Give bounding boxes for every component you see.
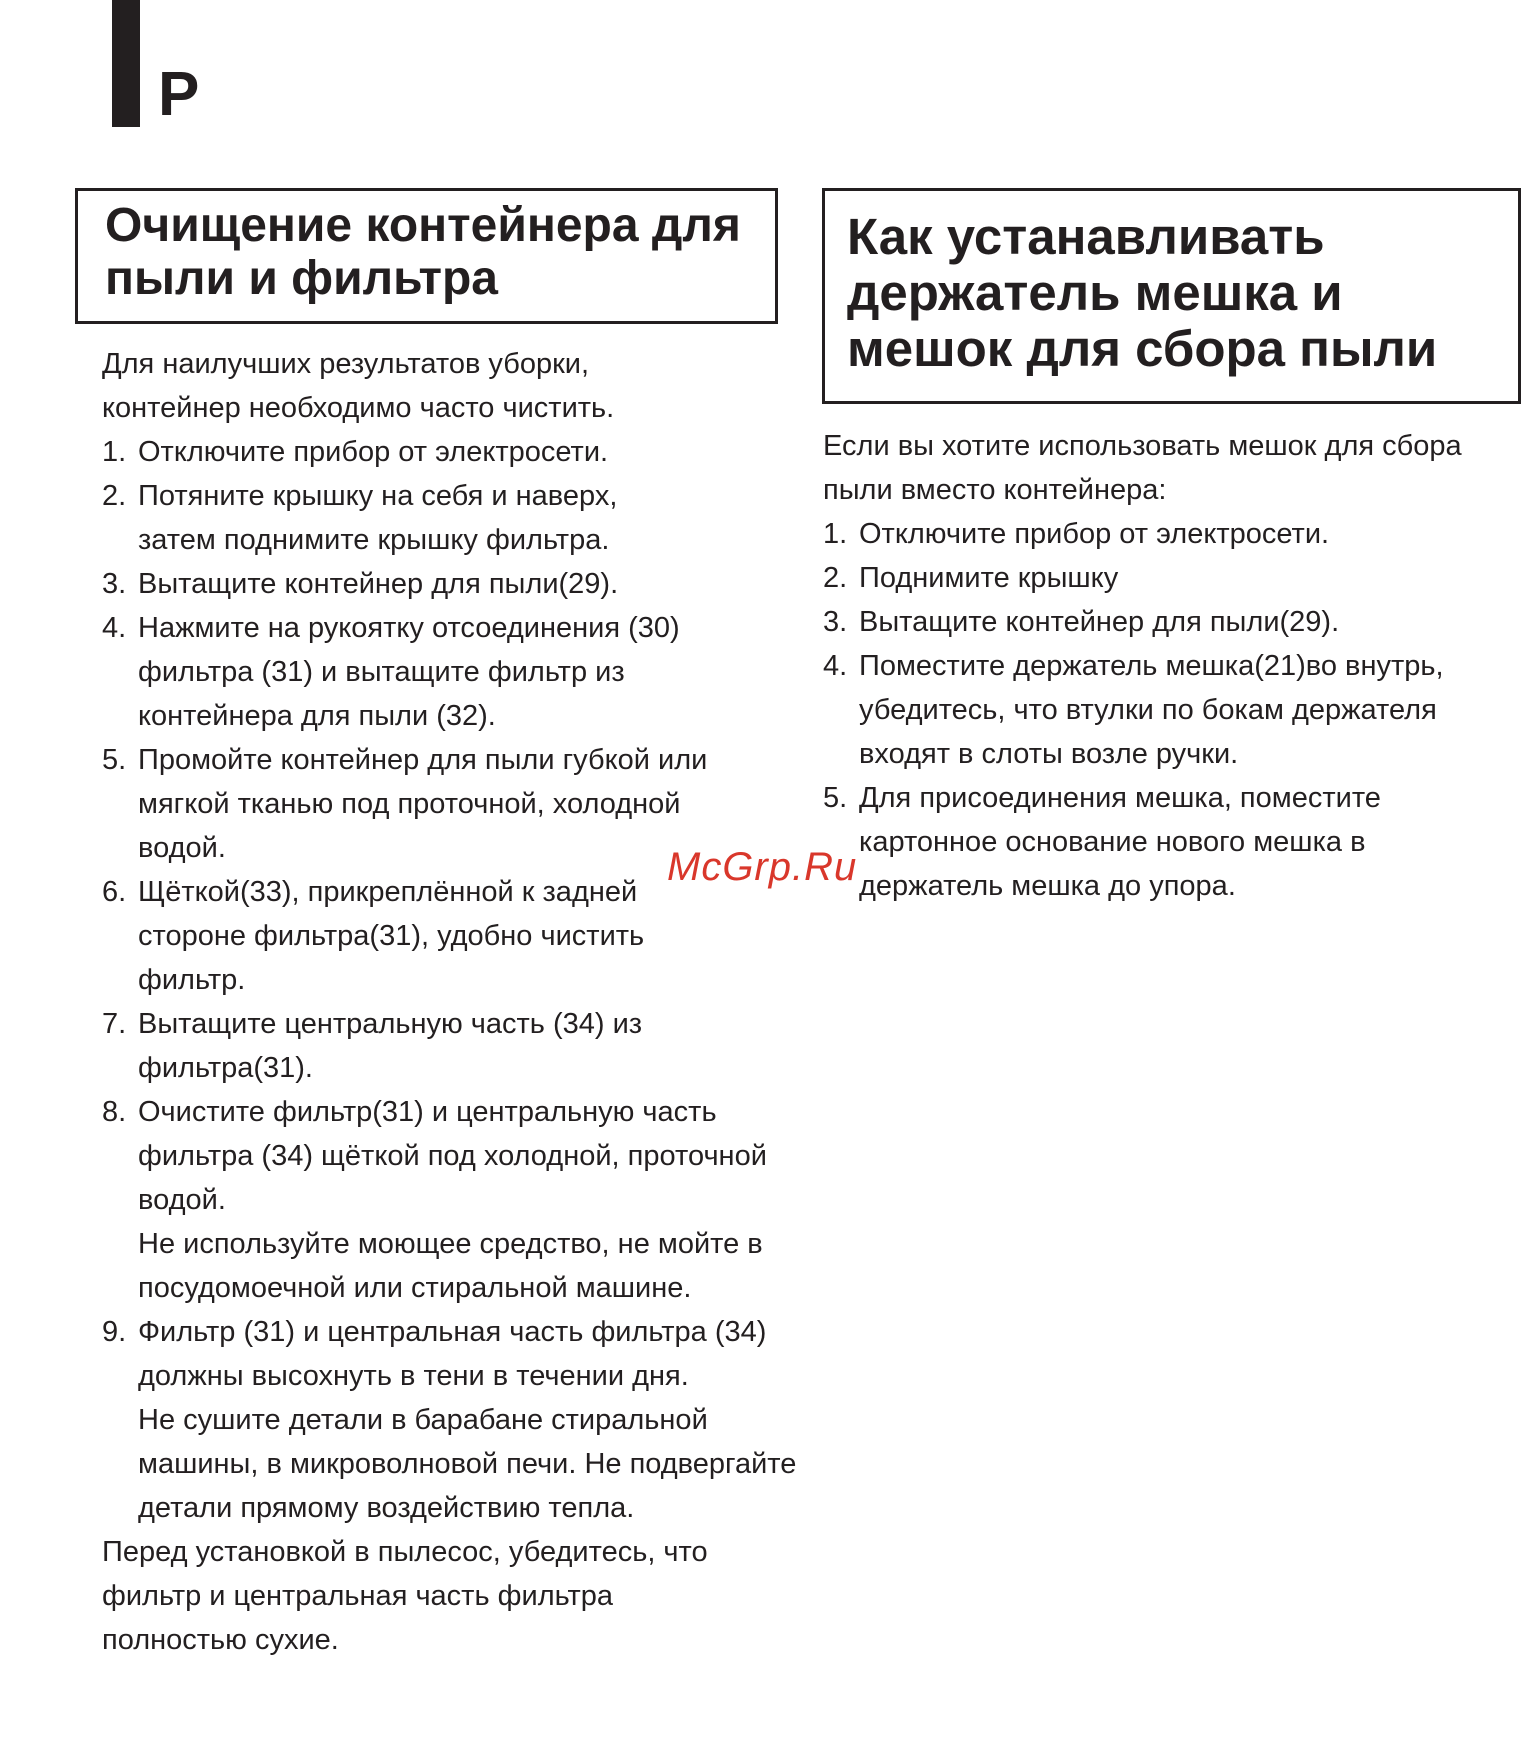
step-text: Вытащите центральную часть (34) из фильтра(31). [138,1008,643,1084]
step-number: 5. [102,744,127,776]
right-step-4 [823,644,1521,776]
right-step-3 [823,600,1521,644]
step-number: 2. [823,562,848,594]
left-step-6 [102,870,802,1002]
left-step-8 [102,1090,802,1310]
left-intro: Для наилучших результатов уборки, контейнер необходимо часто чистить. [102,348,615,424]
step-number: 4. [823,650,848,682]
right-step-2 [823,556,1521,600]
left-step-2 [102,474,802,562]
right-heading-box [822,188,1521,404]
step-text: Вытащите контейнер для пыли(29). [859,606,1340,638]
watermark-text: McGrp.Ru [667,845,858,889]
step-text: Потяните крышку на себя и наверх, затем поднимите крышку фильтра. [138,480,618,556]
right-step-1 [823,512,1521,556]
step-note: Не используйте моющее средство, не мойте в посудомоечной или стиральной машине. [138,1228,763,1304]
step-text: Отключите прибор от электросети. [859,518,1330,550]
step-text: Фильтр (31) и центральная часть фильтра (34) должны высохнуть в тени в течении дня. [138,1316,767,1392]
step-note: Не сушите детали в барабане стиральной машины, в микроволновой печи. Не подвергайте детали прямому воздействию тепла. [138,1404,797,1524]
step-text: Отключите прибор от электросети. [138,436,609,468]
step-text: Поместите держатель мешка(21)во внутрь, убедитесь, что втулки по бокам держателя входят в слоты возле ручки. [859,650,1444,770]
step-text: Вытащите контейнер для пыли(29). [138,568,619,600]
step-number: 3. [102,568,127,600]
step-number: 9. [102,1316,127,1348]
step-number: 1. [823,518,848,550]
left-step-3 [102,562,802,606]
step-number: 4. [102,612,127,644]
step-body [138,1310,798,1530]
left-step-4 [102,606,802,738]
step-number: 7. [102,1008,127,1040]
left-outro: Перед установкой в пылесос, убедитесь, что фильтр и центральная часть фильтра полностью сухие. [102,1536,708,1656]
left-step-9 [102,1310,802,1530]
step-number: 2. [102,480,127,512]
left-column [102,342,802,1662]
right-intro: Если вы хотите использовать мешок для сбора пыли вместо контейнера: [823,430,1462,506]
left-heading-box [75,188,778,324]
step-number: 3. [823,606,848,638]
step-text: Промойте контейнер для пыли губкой или мягкой тканью под проточной, холодной водой. [138,744,708,864]
step-text: Щёткой(33), прикреплённой к задней стороне фильтра(31), удобно чистить фильтр. [138,876,645,996]
language-marker-letter: P [158,60,200,129]
right-step-5 [823,776,1521,908]
step-text: Очистите фильтр(31) и центральную часть фильтра (34) щёткой под холодной, проточной водой. [138,1096,767,1216]
step-body [138,1090,788,1310]
step-text: Для присоединения мешка, поместите картонное основание нового мешка в держатель мешка до упора. [859,782,1381,902]
step-text: Нажмите на рукоятку отсоединения (30) фильтра (31) и вытащите фильтр из контейнера для пыли (32). [138,612,680,732]
step-number: 6. [102,876,127,908]
step-number: 5. [823,782,848,814]
step-number: 1. [102,436,127,468]
step-text: Поднимите крышку [859,562,1119,594]
left-step-7 [102,1002,802,1090]
right-section-title: Как устанавливать держатель мешка и мешок для сбора пыли [847,208,1438,377]
step-number: 8. [102,1096,127,1128]
left-step-1 [102,430,802,474]
left-section-title: Очищение контейнера для пыли и фильтра [105,199,741,305]
language-marker-bar [112,0,140,127]
right-column [823,424,1521,908]
